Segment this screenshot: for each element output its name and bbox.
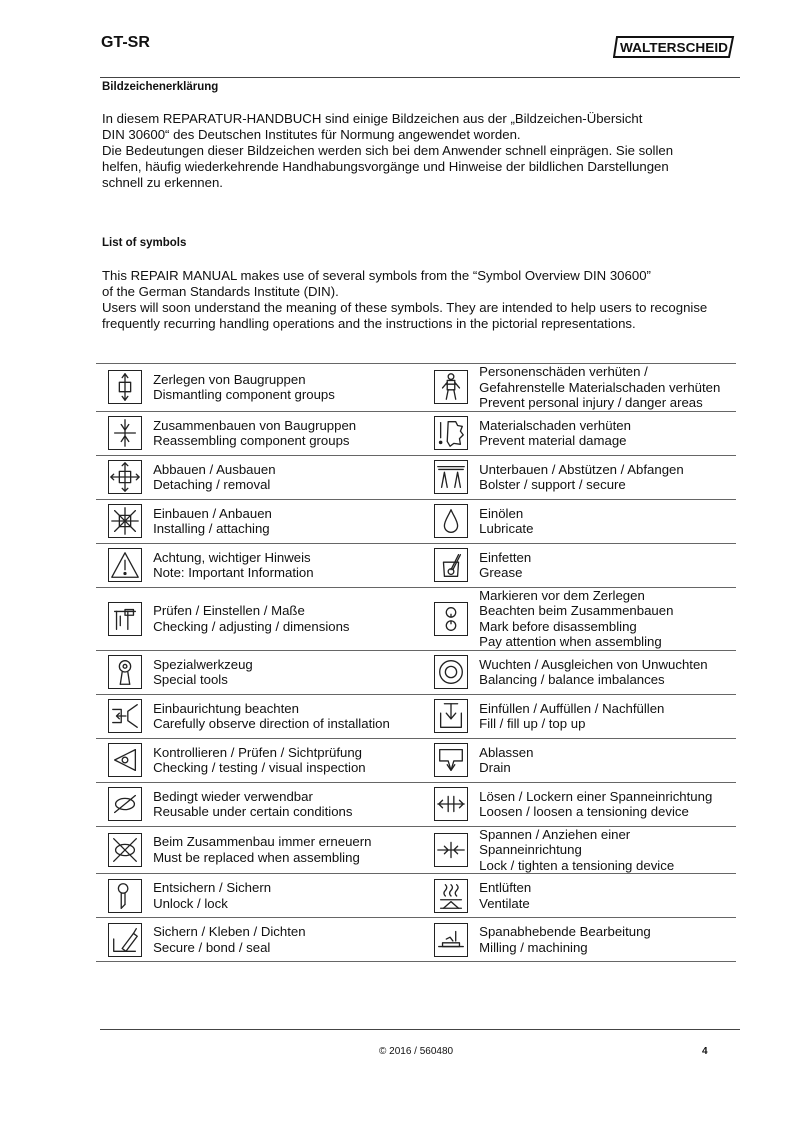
svg-text:WALTERSCHEID: WALTERSCHEID <box>620 40 728 55</box>
symbol-row <box>96 826 736 874</box>
symbol-description <box>153 499 422 543</box>
symbol-icon-cell <box>96 694 153 738</box>
footer-copyright: © 2016 / 560480 <box>379 1046 454 1057</box>
install-direction-icon <box>108 699 142 733</box>
symbol-description <box>153 874 422 918</box>
symbol-row <box>96 782 736 826</box>
reusable-icon <box>108 787 142 821</box>
symbol-description-line: Ventilate <box>479 895 530 911</box>
symbol-icon-cell <box>96 543 153 587</box>
symbol-description <box>479 650 736 694</box>
symbol-description-line: Balancing / balance imbalances <box>479 672 665 687</box>
symbol-description <box>479 918 736 962</box>
detach-icon <box>108 460 142 494</box>
symbol-row <box>96 411 736 455</box>
symbol-description-line: Spanneinrichtung <box>479 842 582 857</box>
symbol-description-line: Grease <box>479 565 523 580</box>
symbol-description-line: Detaching / removal <box>153 477 271 492</box>
symbol-icon-cell <box>422 738 479 782</box>
symbol-description <box>153 587 422 650</box>
drain-icon <box>434 743 468 777</box>
symbol-description-line: Loosen / loosen a tensioning device <box>479 804 689 819</box>
symbol-description-line: Materialschaden verhüten <box>479 417 631 433</box>
document-code: GT-SR <box>101 34 150 51</box>
symbol-description-line: Einbauen / Anbauen <box>153 505 272 521</box>
symbol-description <box>479 874 736 918</box>
symbol-row <box>96 543 736 587</box>
symbol-description-line: Zusammenbauen von Baugruppen <box>153 417 357 433</box>
symbol-description-line: Lock / tighten a tensioning device <box>479 857 675 873</box>
symbol-description-line: Carefully observe direction of installation <box>153 716 390 731</box>
paragraph-line: DIN 30600“ des Deutschen Institutes für Normung angewendet worden. <box>102 127 521 142</box>
symbol-icon-cell <box>422 694 479 738</box>
symbol-icon-cell <box>422 499 479 543</box>
symbol-description <box>479 587 736 650</box>
symbol-description-line: Drain <box>479 760 511 775</box>
reassemble-icon <box>108 416 142 450</box>
caliper-icon <box>108 602 142 636</box>
balance-icon <box>434 655 468 689</box>
symbol-description-line: Bolster / support / secure <box>479 477 626 492</box>
material-damage-icon <box>434 416 468 450</box>
symbol-description-line: Checking / adjusting / dimensions <box>153 618 350 634</box>
symbol-row <box>96 738 736 782</box>
symbol-description-line: Spezialwerkzeug <box>153 656 253 672</box>
symbol-description-line: Reassembling component groups <box>153 433 350 448</box>
symbol-description <box>479 694 736 738</box>
symbol-row <box>96 694 736 738</box>
symbol-row <box>96 918 736 962</box>
symbol-description-line: Gefahrenstelle Materialschaden verhüten <box>479 379 721 395</box>
symbol-description-line: Spannen / Anziehen einer <box>479 826 631 842</box>
symbol-icon-cell <box>422 455 479 499</box>
footer-rule <box>100 1029 740 1030</box>
paragraph-line: In diesem REPARATUR-HANDBUCH sind einige Bildzeichen aus der „Bildzeichen-Übersicht <box>102 111 643 126</box>
symbol-description <box>153 826 422 874</box>
symbol-description-line: Sichern / Kleben / Dichten <box>153 924 306 939</box>
symbol-description-line: Prevent material damage <box>479 433 627 448</box>
mark-icon <box>434 602 468 636</box>
grease-icon <box>434 548 468 582</box>
header-rule <box>100 77 740 78</box>
symbol-icon-cell <box>96 874 153 918</box>
symbol-description-line: Pay attention when assembling <box>479 634 662 649</box>
symbol-description <box>479 782 736 826</box>
fill-icon <box>434 699 468 733</box>
symbol-icon-cell <box>422 826 479 874</box>
section-title-en: List of symbols <box>102 237 187 249</box>
special-tool-icon <box>108 655 142 689</box>
symbol-description-line: Bedingt wieder verwendbar <box>153 788 313 804</box>
symbol-description-line: Beachten beim Zusammenbauen <box>479 603 674 618</box>
symbol-icon-cell <box>422 918 479 962</box>
symbol-description-line: Beim Zusammenbau immer erneuern <box>153 834 372 850</box>
section-title-de: Bildzeichenerklärung <box>102 81 219 93</box>
symbol-table <box>96 363 736 962</box>
symbol-description <box>153 411 422 455</box>
symbol-icon-cell <box>422 874 479 918</box>
oil-drop-icon <box>434 504 468 538</box>
symbol-icon-cell <box>96 587 153 650</box>
symbol-description-line: Reusable under certain conditions <box>153 804 353 819</box>
symbol-icon-cell <box>422 411 479 455</box>
symbol-description-line: Note: Important Information <box>153 565 314 580</box>
bolster-icon <box>434 460 468 494</box>
symbol-description-line: Lubricate <box>479 521 534 536</box>
symbol-description <box>153 650 422 694</box>
symbol-icon-cell <box>422 782 479 826</box>
seal-icon <box>108 923 142 957</box>
symbol-description-line: Spanabhebende Bearbeitung <box>479 924 651 939</box>
symbol-row <box>96 587 736 650</box>
symbol-icon-cell <box>422 587 479 650</box>
unlock-icon <box>108 879 142 913</box>
intro-paragraph-de <box>102 111 742 191</box>
symbol-description <box>153 694 422 738</box>
symbol-description <box>479 738 736 782</box>
symbol-description-line: Achtung, wichtiger Hinweis <box>153 549 311 565</box>
walterscheid-logo <box>613 36 737 58</box>
symbol-description-line: Ablassen <box>479 744 534 760</box>
symbol-description-line: Milling / machining <box>479 939 588 955</box>
symbol-row <box>96 364 736 412</box>
symbol-description <box>153 364 422 412</box>
symbol-description-line: Secure / bond / seal <box>153 939 271 955</box>
symbol-description-line: Fill / fill up / top up <box>479 716 586 731</box>
symbol-icon-cell <box>96 455 153 499</box>
milling-icon <box>434 923 468 957</box>
symbol-description-line: Entlüften <box>479 880 532 895</box>
symbol-icon-cell <box>422 364 479 412</box>
personal-injury-icon <box>434 370 468 404</box>
symbol-description-line: Lösen / Lockern einer Spanneinrichtung <box>479 788 713 804</box>
symbol-description <box>153 738 422 782</box>
symbol-icon-cell <box>96 782 153 826</box>
symbol-icon-cell <box>96 364 153 412</box>
symbol-icon-cell <box>422 650 479 694</box>
symbol-description-line: Wuchten / Ausgleichen von Unwuchten <box>479 656 708 672</box>
symbol-row <box>96 455 736 499</box>
paragraph-line: frequently recurring handling operations and the instructions in the pictorial representations. <box>102 316 636 331</box>
symbol-icon-cell <box>96 499 153 543</box>
paragraph-line: This REPAIR MANUAL makes use of several symbols from the “Symbol Overview DIN 30600” <box>102 268 651 283</box>
symbol-description <box>153 918 422 962</box>
symbol-description <box>153 543 422 587</box>
symbol-icon-cell <box>96 738 153 782</box>
symbol-icon-cell <box>96 411 153 455</box>
symbol-description <box>479 411 736 455</box>
symbol-row <box>96 499 736 543</box>
symbol-row <box>96 650 736 694</box>
page-number: 4 <box>702 1046 708 1057</box>
symbol-description-line: Installing / attaching <box>153 521 270 536</box>
symbol-description <box>153 782 422 826</box>
dismantle-icon <box>108 370 142 404</box>
paragraph-line: schnell zu erkennen. <box>102 175 223 190</box>
symbol-description-line: Dismantling component groups <box>153 387 335 403</box>
symbol-icon-cell <box>96 650 153 694</box>
ventilate-icon <box>434 879 468 913</box>
symbol-description-line: Must be replaced when assembling <box>153 849 360 865</box>
symbol-description <box>479 543 736 587</box>
paragraph-line: Die Bedeutungen dieser Bildzeichen werden sich bei dem Anwender schnell einprägen. Sie sollen <box>102 143 674 158</box>
symbol-description-line: Unterbauen / Abstützen / Abfangen <box>479 461 684 477</box>
symbol-description-line: Prüfen / Einstellen / Maße <box>153 603 305 618</box>
symbol-description-line: Markieren vor dem Zerlegen <box>479 587 645 603</box>
symbol-description <box>479 826 736 874</box>
symbol-description <box>153 455 422 499</box>
symbol-row <box>96 874 736 918</box>
paragraph-line: of the German Standards Institute (DIN). <box>102 284 339 299</box>
install-icon <box>108 504 142 538</box>
tighten-icon <box>434 833 468 867</box>
symbol-icon-cell <box>422 543 479 587</box>
symbol-description-line: Einbaurichtung beachten <box>153 700 299 716</box>
symbol-description <box>479 364 736 412</box>
intro-paragraph-en <box>102 268 742 332</box>
symbol-description-line: Mark before disassembling <box>479 618 637 634</box>
symbol-description-line: Abbauen / Ausbauen <box>153 461 276 477</box>
symbol-description <box>479 499 736 543</box>
symbol-description-line: Entsichern / Sichern <box>153 880 272 895</box>
paragraph-line: Users will soon understand the meaning of these symbols. They are intended to help users to recognise <box>102 300 708 315</box>
inspection-icon <box>108 743 142 777</box>
symbol-description-line: Personenschäden verhüten / <box>479 364 648 379</box>
loosen-icon <box>434 787 468 821</box>
symbol-icon-cell <box>96 918 153 962</box>
symbol-description-line: Kontrollieren / Prüfen / Sichtprüfung <box>153 744 362 760</box>
symbol-description-line: Zerlegen von Baugruppen <box>153 371 306 387</box>
symbol-description-line: Unlock / lock <box>153 895 228 911</box>
warning-icon <box>108 548 142 582</box>
paragraph-line: helfen, häufig wiederkehrende Handhabungsvorgänge und Hinweise der bildlichen Darstellungen <box>102 159 669 174</box>
symbol-description-line: Special tools <box>153 672 228 687</box>
replace-icon <box>108 833 142 867</box>
symbol-description-line: Prevent personal injury / danger areas <box>479 395 703 410</box>
symbol-icon-cell <box>96 826 153 874</box>
symbol-description-line: Einfüllen / Auffüllen / Nachfüllen <box>479 700 665 716</box>
symbol-description-line: Einölen <box>479 505 524 521</box>
symbol-description <box>479 455 736 499</box>
symbol-description-line: Einfetten <box>479 549 532 565</box>
symbol-description-line: Checking / testing / visual inspection <box>153 760 366 775</box>
